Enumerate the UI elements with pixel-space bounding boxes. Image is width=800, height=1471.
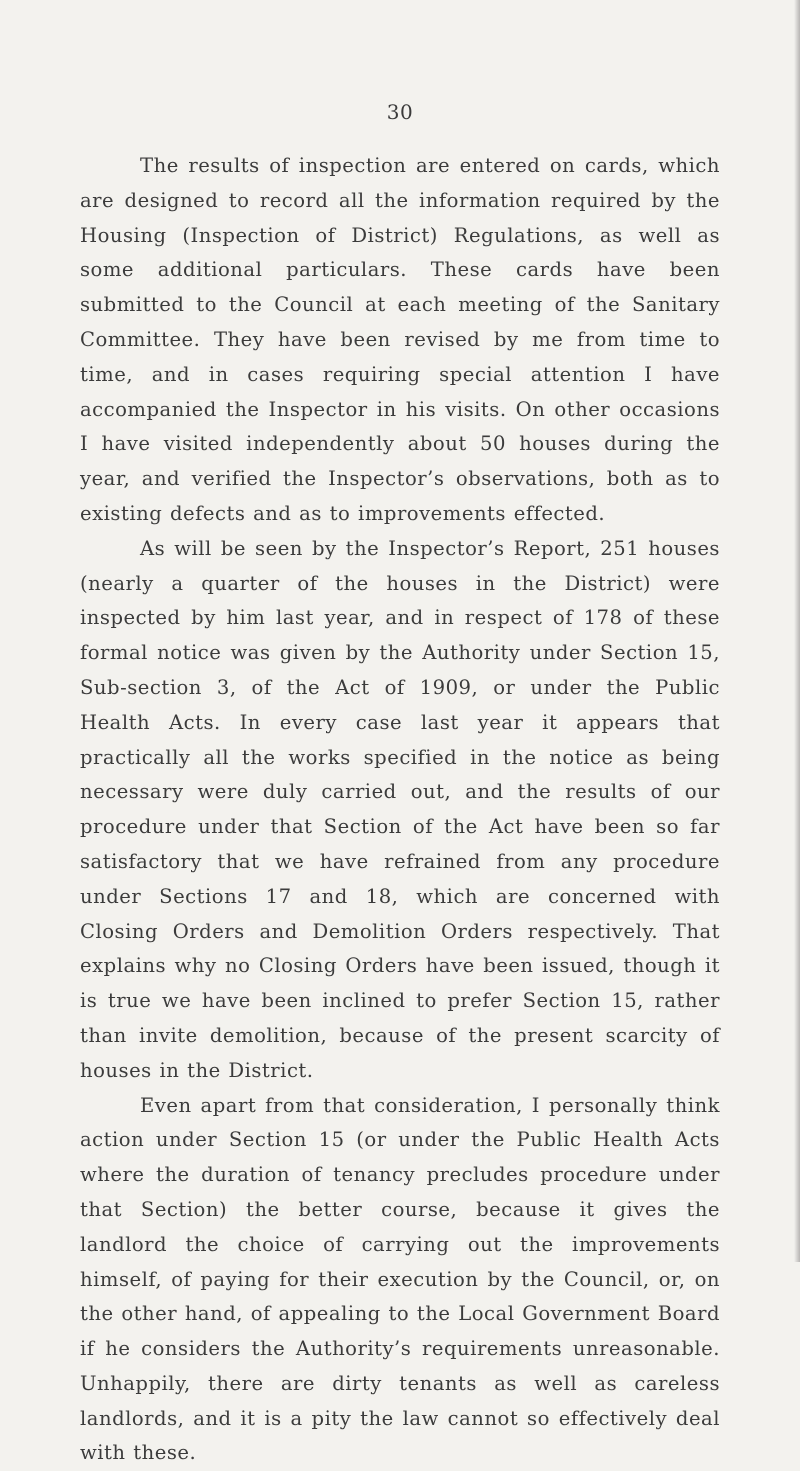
paragraph-inspector-report: As will be seen by the Inspector’s Report, 251 houses (nearly a quarter of the houses in the District) were inspected by him last year, and in respect of 178 of these formal notice was given by the Authority under Section 15, Sub-section 3, of the Act of 1909, or under the Public Health Acts. In every case last year it appears that practically all the works specified in the notice as being necessary were duly carried out, and the results of our procedure under that Section of the Act have been so far satisfactory that we have refrained from any procedure under Sections 17 and 18, which are concerned with Closing Orders and Demolition Orders respectively. That explains why no Closing Orders have been issued, though it is true we have been inclined to prefer Section 15, rather than invite demolition, because of the present scarcity of houses in the District. (80, 536, 720, 1082)
page-number: 30 (386, 100, 414, 124)
body-text (80, 149, 720, 1471)
page-edge-shadow (794, 0, 800, 1262)
paragraph-section-15-opinion: Even apart from that consideration, I personally think action under Section 15 (or under the Public Health Acts where the duration of tenancy precludes procedure under that Section) the better course, because it gives the landlord the choice of carrying out the improvements himself, of paying for their execution by the Council, or, on the other hand, of appealing to the Local Government Board if he considers the Authority’s requirements unreasonable. Unhappily, there are dirty tenants as well as careless landlords, and it is a pity the law cannot so effectively deal with these. (80, 1093, 720, 1465)
paragraph-inspection-cards: The results of inspection are entered on cards, which are designed to record all the information required by the Housing (Inspection of District) Regulations, as well as some additional particulars. These cards have been submitted to the Council at each meeting of the Sanitary Committee. They have been revised by me from time to time, and in cases requiring special attention I have accompanied the Inspector in his visits. On other occasions I have visited independently about 50 houses during the year, and verified the Inspector’s observations, both as to existing defects and as to improvements effected. (80, 154, 720, 525)
